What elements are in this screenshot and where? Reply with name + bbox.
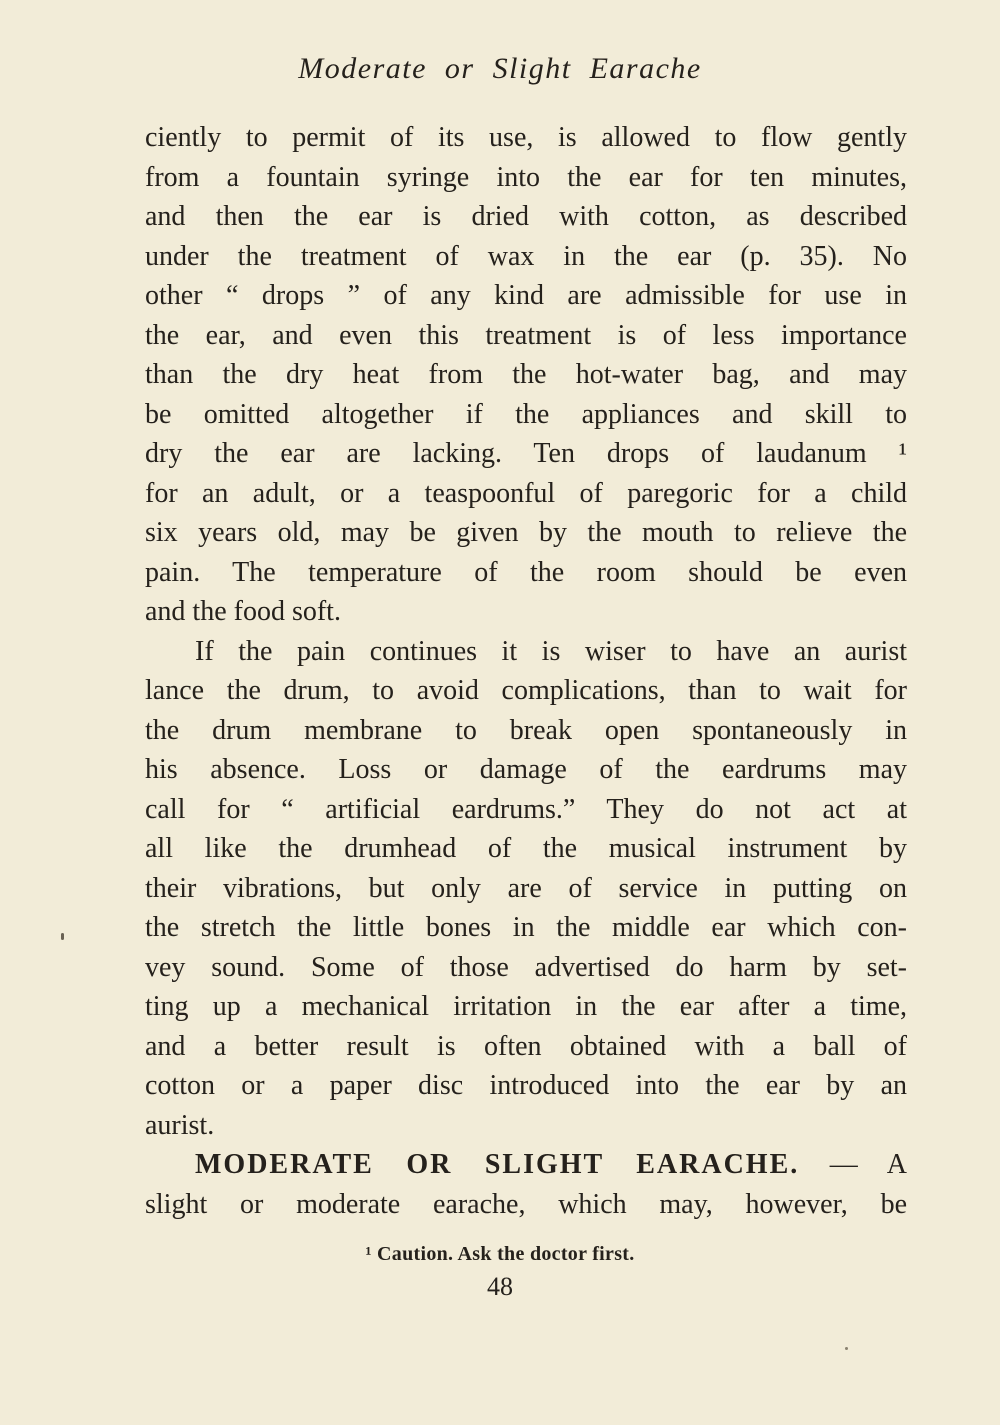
text-line: under the treatment of wax in the ear (p. 35). No: [145, 240, 907, 272]
text-line: than the dry heat from the hot-water bag, and may: [145, 359, 907, 390]
footnote: ¹ Caution. Ask the doctor first.: [365, 1243, 635, 1265]
text-line: for an adult, or a teaspoonful of paregoric for a child: [145, 477, 907, 509]
text-line: and a better result is often obtained with a ball of: [145, 1030, 907, 1062]
body-text: [145, 118, 907, 1224]
text-line: ting up a mechanical irritation in the ear after a time,: [145, 991, 907, 1022]
text-line: dry the ear are lacking. Ten drops of laudanum ¹: [145, 438, 907, 469]
text-line: other “ drops ” of any kind are admissible for use in: [145, 280, 907, 311]
text-line: six years old, may be given by the mouth to relieve the: [145, 517, 907, 548]
text-line: their vibrations, but only are of service in putting on: [145, 872, 907, 904]
bold-run: MODERATE OR SLIGHT EARACHE.: [195, 1149, 800, 1180]
text-line: pain. The temperature of the room should be even: [145, 556, 907, 588]
text-line: [145, 1145, 907, 1185]
scan-artifact: [61, 933, 64, 940]
text-run: — A: [799, 1149, 907, 1180]
text-line: the ear, and even this treatment is of less importance: [145, 319, 907, 351]
scan-artifact: [845, 1347, 848, 1350]
text-line: aurist.: [145, 1109, 215, 1141]
text-line: lance the drum, to avoid complications, than to wait for: [145, 675, 907, 706]
text-line: call for “ artificial eardrums.” They do not act at: [145, 793, 907, 825]
text-line: from a fountain syringe into the ear for ten minutes,: [145, 161, 907, 193]
text-line: be omitted altogether if the appliances and skill to: [145, 398, 907, 430]
text-line: the drum membrane to break open spontaneously in: [145, 714, 907, 746]
page-number: 48: [487, 1272, 513, 1301]
text-line: his absence. Loss or damage of the eardrums may: [145, 754, 907, 785]
text-line: and then the ear is dried with cotton, as described: [145, 201, 907, 232]
running-header: Moderate or Slight Earache: [298, 52, 702, 85]
paragraph: [145, 632, 907, 1146]
text-line: the stretch the little bones in the middle ear which con-: [145, 912, 907, 943]
text-line: vey sound. Some of those advertised do harm by set-: [145, 951, 907, 983]
text-line: and the food soft.: [145, 596, 341, 627]
paragraph: [145, 118, 907, 632]
text-line: ciently to permit of its use, is allowed to flow gently: [145, 122, 907, 153]
text-line: slight or moderate earache, which may, however, be: [145, 1188, 907, 1220]
text-line: cotton or a paper disc introduced into the ear by an: [145, 1070, 907, 1101]
text-line: all like the drumhead of the musical instrument by: [145, 833, 907, 864]
paragraph: [145, 1145, 907, 1224]
text-line: If the pain continues it is wiser to have an aurist: [195, 635, 907, 667]
